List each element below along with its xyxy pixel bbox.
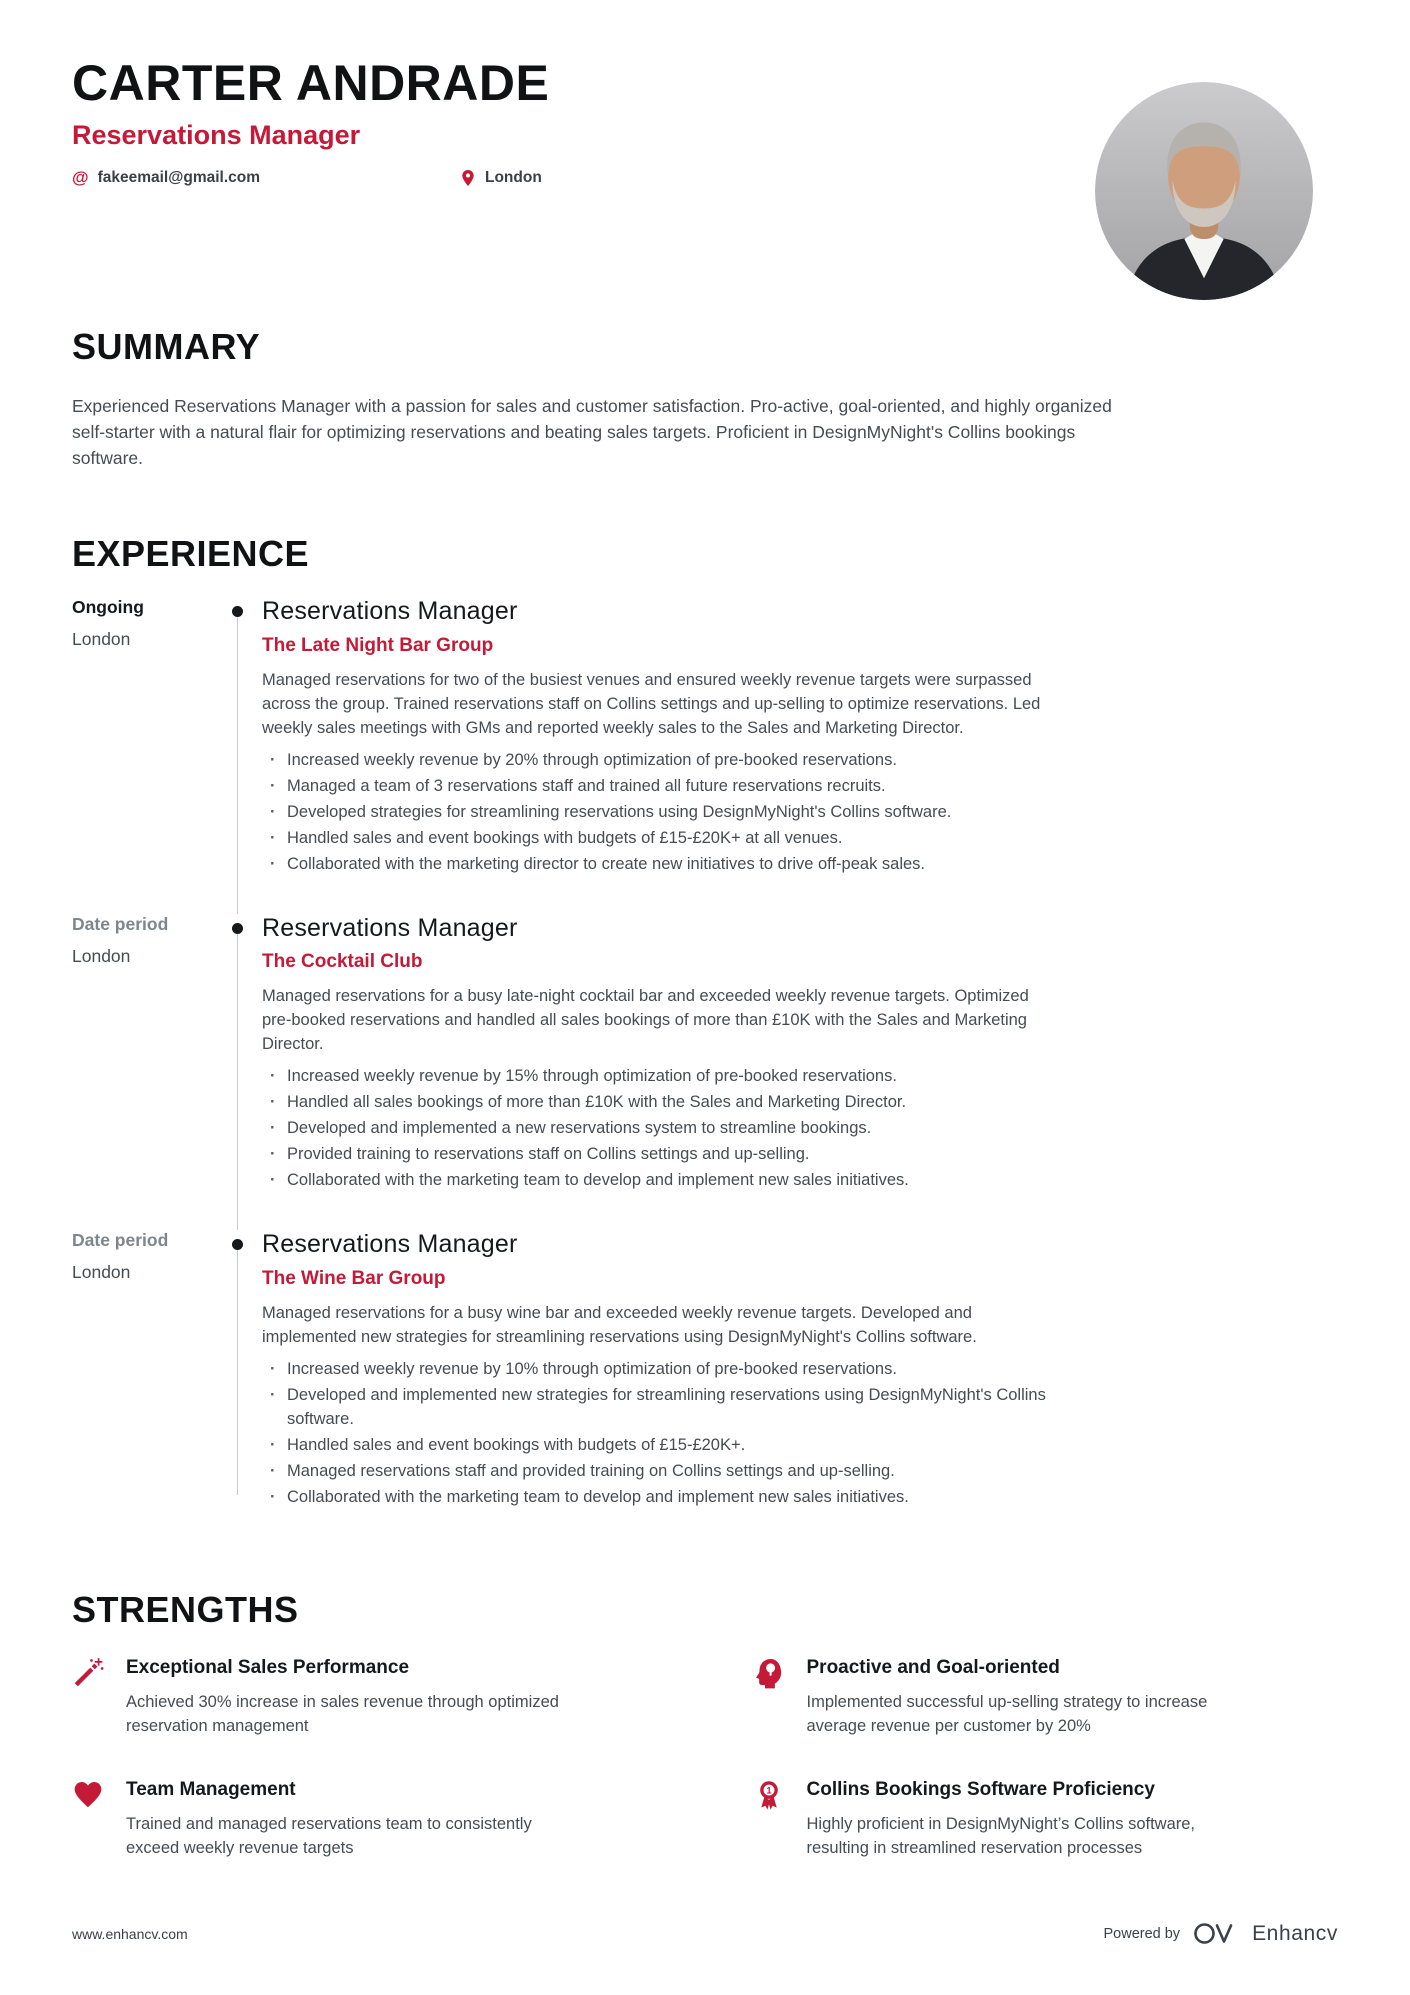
- entry-job-title: Reservations Manager: [262, 1230, 518, 1259]
- strength-text: Achieved 30% increase in sales revenue through optimized reservation management: [126, 1693, 559, 1736]
- entry-bullet: · Increased weekly revenue by 10% through optimization of pre-booked reservations.: [262, 1357, 1062, 1381]
- strength-body: [126, 1778, 576, 1860]
- powered-by: [1103, 1920, 1338, 1947]
- person-job-title: Reservations Manager: [72, 120, 361, 150]
- strength-item: [753, 1656, 1339, 1738]
- experience-heading: EXPERIENCE: [72, 533, 310, 575]
- strength-text: Highly proficient in DesignMyNight’s Collins software, resulting in streamlined reservation processes: [806, 1814, 1196, 1857]
- entry-bullet: · Managed reservations staff and provided training on Collins settings and up-selling.: [262, 1459, 1062, 1483]
- enhancv-logo-icon: [1193, 1920, 1239, 1947]
- at-icon: @: [72, 168, 89, 187]
- entry-bullet: · Handled all sales bookings of more than £10K with the Sales and Marketing Director.: [262, 1090, 1062, 1114]
- entry-bullets: [262, 1357, 1062, 1509]
- entry-company: The Late Night Bar Group: [262, 634, 494, 656]
- entry-timeline: [232, 914, 262, 1193]
- location-text: London: [485, 169, 542, 186]
- entry-meta: [72, 597, 232, 876]
- head-idea-icon: [753, 1656, 787, 1689]
- entry-location: London: [72, 945, 131, 966]
- magic-wand-icon: [72, 1656, 106, 1689]
- medal-icon: [753, 1778, 787, 1811]
- strengths-heading: STRENGTHS: [72, 1589, 299, 1631]
- entry-bullet: · Collaborated with the marketing team to develop and implement new sales initiatives.: [262, 1168, 1062, 1192]
- entry-bullet: · Developed and implemented new strategies for streamlining reservations using DesignMyNight's Collins software.: [262, 1383, 1062, 1431]
- location-item: [460, 169, 542, 187]
- entry-period: Date period: [72, 913, 169, 934]
- svg-text:1: 1: [765, 1785, 772, 1796]
- summary-section: [72, 326, 1338, 471]
- entry-description: Managed reservations for two of the busiest venues and ensured weekly revenue targets were surpassed across the group. Trained reservations staff on Collins settings and up-selling to optimize reservations. Led weekly sales meetings with GMs and reported weekly sales to the Sales and Marketing Director.: [262, 670, 1041, 737]
- entry-body: [262, 1230, 1338, 1509]
- experience-entry: [72, 597, 1338, 876]
- entry-bullet: · Developed and implemented a new reservations system to streamline bookings.: [262, 1116, 1062, 1140]
- entry-bullets: [262, 1064, 1062, 1192]
- entry-meta: [72, 1230, 232, 1509]
- strength-text: Trained and managed reservations team to consistently exceed weekly revenue targets: [126, 1814, 532, 1857]
- avatar-photo: [1095, 82, 1313, 300]
- strength-title: Team Management: [126, 1779, 296, 1801]
- entry-bullet: · Increased weekly revenue by 20% through optimization of pre-booked reservations.: [262, 748, 1062, 772]
- enhancv-brand-text: Enhancv: [1252, 1921, 1338, 1945]
- entry-bullet: · Handled sales and event bookings with budgets of £15-£20K+ at all venues.: [262, 826, 1062, 850]
- entry-job-title: Reservations Manager: [262, 596, 518, 625]
- page-footer: [72, 1920, 1338, 1947]
- entry-company: The Cocktail Club: [262, 951, 423, 973]
- strength-body: [807, 1656, 1257, 1738]
- experience-entry: [72, 1230, 1338, 1509]
- entry-description: Managed reservations for a busy late-night cocktail bar and exceeded weekly revenue targets. Optimized pre-booked reservations and handled all sales bookings of more than £10K with the Sales and Marketing Director.: [262, 987, 1029, 1054]
- entry-location: London: [72, 628, 131, 649]
- heart-icon: [72, 1778, 106, 1811]
- summary-heading: SUMMARY: [72, 326, 261, 367]
- email-text: fakeemail@gmail.com: [97, 169, 261, 186]
- strength-item: [753, 1778, 1339, 1860]
- timeline-dot-icon: [232, 606, 243, 617]
- entry-bullet: · Provided training to reservations staff on Collins settings and up-selling.: [262, 1142, 1062, 1166]
- experience-entry: [72, 914, 1338, 1193]
- entry-bullets: [262, 748, 1062, 876]
- entry-location: London: [72, 1262, 131, 1283]
- experience-section: [72, 533, 1338, 1509]
- strengths-grid: [72, 1656, 1338, 1859]
- person-name: CARTER ANDRADE: [72, 55, 550, 111]
- strength-title: Proactive and Goal-oriented: [806, 1657, 1060, 1679]
- experience-entries: [72, 597, 1338, 1509]
- entry-bullet: · Increased weekly revenue by 15% through optimization of pre-booked reservations.: [262, 1064, 1062, 1088]
- map-pin-icon: [460, 169, 476, 187]
- entry-bullet: · Collaborated with the marketing director to create new initiatives to drive off-peak sales.: [262, 852, 1062, 876]
- entry-period: Date period: [72, 1230, 169, 1251]
- site-link[interactable]: www.enhancv.com: [72, 1925, 188, 1942]
- strength-title: Collins Bookings Software Proficiency: [806, 1779, 1155, 1801]
- timeline-dot-icon: [232, 923, 243, 934]
- entry-body: [262, 914, 1338, 1193]
- strength-body: [126, 1656, 576, 1738]
- email-item: [72, 168, 460, 188]
- entry-company: The Wine Bar Group: [262, 1268, 446, 1290]
- entry-meta: [72, 914, 232, 1193]
- entry-timeline: [232, 597, 262, 876]
- entry-bullet: · Collaborated with the marketing team to develop and implement new sales initiatives.: [262, 1485, 1062, 1509]
- entry-body: [262, 597, 1338, 876]
- entry-timeline: [232, 1230, 262, 1509]
- strengths-section: [72, 1589, 1338, 1860]
- entry-description: Managed reservations for a busy wine bar and exceeded weekly revenue targets. Developed and implemented new strategies for streamlining reservations using DesignMyNight's Collins software.: [262, 1304, 977, 1347]
- entry-bullet: · Developed strategies for streamlining reservations using DesignMyNight's Collins software.: [262, 800, 1062, 824]
- strength-title: Exceptional Sales Performance: [126, 1657, 410, 1679]
- powered-by-label: Powered by: [1103, 1925, 1181, 1942]
- strength-body: [807, 1778, 1257, 1860]
- entry-period: Ongoing: [72, 596, 144, 617]
- entry-bullet: · Managed a team of 3 reservations staff and trained all future reservations recruits.: [262, 774, 1062, 798]
- strength-text: Implemented successful up-selling strategy to increase average revenue per customer by 20%: [806, 1693, 1208, 1736]
- strength-item: [72, 1778, 658, 1860]
- summary-text: Experienced Reservations Manager with a passion for sales and customer satisfaction. Pro-active, goal-oriented, and highly organized self-starter with a natural flair for optimizing reservations and beating sales targets. Proficient in DesignMyNight's Collins bookings software.: [72, 396, 1112, 469]
- entry-bullet: · Handled sales and event bookings with budgets of £15-£20K+.: [262, 1433, 1062, 1457]
- strength-item: [72, 1656, 658, 1738]
- timeline-dot-icon: [232, 1239, 243, 1250]
- entry-job-title: Reservations Manager: [262, 913, 518, 942]
